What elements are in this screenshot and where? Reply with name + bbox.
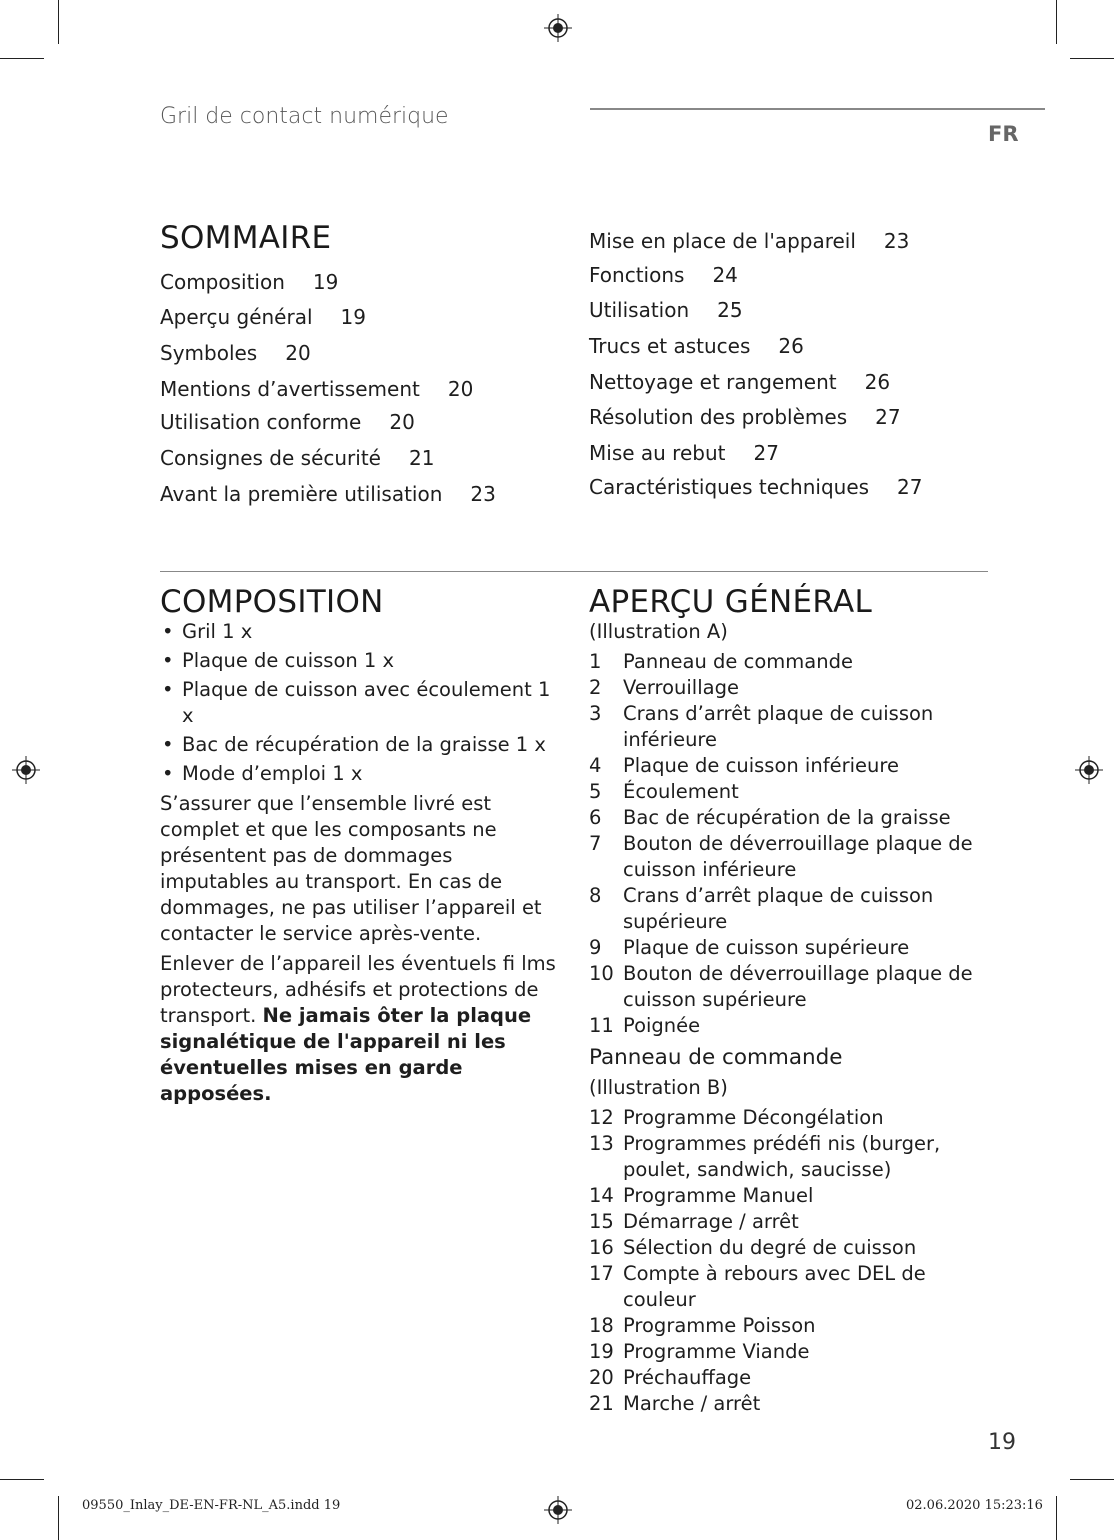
list-item: • Mode d’emploi 1 x — [160, 761, 565, 787]
toc-entry[interactable]: Fonctions 24 — [589, 263, 738, 287]
list-item: 19 Programme Viande — [589, 1340, 810, 1363]
toc-entry[interactable]: Utilisation 25 — [589, 298, 743, 322]
toc-entry[interactable]: Nettoyage et rangement 26 — [589, 370, 891, 394]
registration-mark-icon — [12, 756, 40, 784]
toc-entry[interactable]: Mise au rebut 27 — [589, 441, 779, 465]
warning-text: Ne jamais ôter la plaque signalétique de l'appareil ni les éventuelles mises en garde apposées. — [160, 1004, 532, 1105]
composition-section — [160, 584, 565, 1107]
list-item: 17 Compte à rebours avec DEL de couleur — [589, 1262, 926, 1311]
crop-mark — [1070, 58, 1114, 59]
illustration-a-label: (Illustration A) — [589, 620, 728, 643]
crop-mark — [58, 1496, 59, 1540]
list-item: 15 Démarrage / arrêt — [589, 1210, 799, 1233]
composition-list — [160, 619, 565, 787]
document-title: Gril de contact numérique — [160, 104, 449, 129]
list-item: 18 Programme Poisson — [589, 1314, 816, 1337]
header-rule — [590, 108, 1045, 110]
list-item: 7 Bouton de déverrouillage plaque de cuisson inférieure — [589, 832, 973, 881]
toc-entry[interactable]: Trucs et astuces 26 — [589, 334, 804, 358]
toc-entry[interactable]: Mentions d’avertissement 20 — [160, 377, 474, 401]
list-item: 6 Bac de récupération de la graisse — [589, 806, 951, 829]
toc-entry[interactable]: Consignes de sécurité 21 — [160, 446, 435, 470]
toc-entry[interactable]: Composition 19 — [160, 270, 339, 294]
language-tag: FR — [988, 122, 1019, 146]
crop-mark — [1056, 0, 1057, 44]
file-slug: 09550_Inlay_DE-EN-FR-NL_A5.indd 19 — [82, 1498, 341, 1513]
parts-list — [589, 649, 989, 1039]
crop-mark — [1056, 1496, 1057, 1540]
list-item: • Plaque de cuisson avec écoulement 1 x — [160, 677, 565, 729]
list-item: 8 Crans d’arrêt plaque de cuisson supérieure — [589, 884, 934, 933]
list-item: • Plaque de cuisson 1 x — [160, 648, 565, 674]
list-item: 16 Sélection du degré de cuisson — [589, 1236, 917, 1259]
delivery-check-paragraph: S’assurer que l’ensemble livré est complet et que les composants ne présentent pas de dommages imputables au transport. En cas de dommages, ne pas utiliser l’appareil et contacter le service après-vente. — [160, 792, 542, 945]
overview-heading: APERÇU GÉNÉRAL — [589, 584, 873, 620]
list-item: 11 Poignée — [589, 1014, 701, 1037]
control-panel-list — [589, 1105, 989, 1417]
list-item: 20 Préchauffage — [589, 1366, 752, 1389]
packaging-paragraph: Enlever de l’appareil les éventuels fi lms protecteurs, adhésifs et protections de transport. Ne jamais ôter la plaque signalétique de l'appareil ni les éventuelles mises en garde apposées. — [160, 952, 556, 1105]
control-panel-heading: Panneau de commande — [589, 1045, 843, 1070]
toc-entry[interactable]: Résolution des problèmes 27 — [589, 405, 901, 429]
overview-section — [589, 584, 989, 1417]
print-timestamp: 02.06.2020 15:23:16 — [906, 1498, 1043, 1513]
list-item: 2 Verrouillage — [589, 676, 739, 699]
toc-entry[interactable]: Aperçu général 19 — [160, 305, 366, 329]
toc-entry[interactable]: Symboles 20 — [160, 341, 311, 365]
list-item: 21 Marche / arrêt — [589, 1392, 761, 1415]
page-number: 19 — [988, 1430, 1016, 1455]
registration-mark-icon — [544, 14, 572, 42]
crop-mark — [1070, 1479, 1114, 1480]
section-divider — [160, 571, 988, 572]
composition-heading: COMPOSITION — [160, 584, 384, 620]
list-item: 5 Écoulement — [589, 780, 739, 803]
list-item: 14 Programme Manuel — [589, 1184, 814, 1207]
toc-heading: SOMMAIRE — [160, 220, 332, 256]
toc-entry[interactable]: Utilisation conforme 20 — [160, 410, 415, 434]
registration-mark-icon — [1075, 756, 1103, 784]
toc-entry[interactable]: Avant la première utilisation 23 — [160, 482, 496, 506]
registration-mark-icon — [544, 1496, 572, 1524]
list-item: 12 Programme Décongélation — [589, 1106, 884, 1129]
list-item: • Gril 1 x — [160, 619, 565, 645]
list-item: • Bac de récupération de la graisse 1 x — [160, 732, 565, 758]
crop-mark — [0, 1479, 44, 1480]
toc-entry[interactable]: Mise en place de l'appareil 23 — [589, 229, 910, 253]
list-item: 13 Programmes prédéfi nis (burger, poulet, sandwich, saucisse) — [589, 1132, 941, 1181]
list-item: 10 Bouton de déverrouillage plaque de cuisson supérieure — [589, 962, 973, 1011]
list-item: 3 Crans d’arrêt plaque de cuisson inférieure — [589, 702, 934, 751]
list-item: 1 Panneau de commande — [589, 650, 853, 673]
toc-entry[interactable]: Caractéristiques techniques 27 — [589, 475, 923, 499]
illustration-b-label: (Illustration B) — [589, 1076, 728, 1099]
list-item: 4 Plaque de cuisson inférieure — [589, 754, 899, 777]
crop-mark — [0, 58, 44, 59]
crop-mark — [58, 0, 59, 44]
list-item: 9 Plaque de cuisson supérieure — [589, 936, 910, 959]
